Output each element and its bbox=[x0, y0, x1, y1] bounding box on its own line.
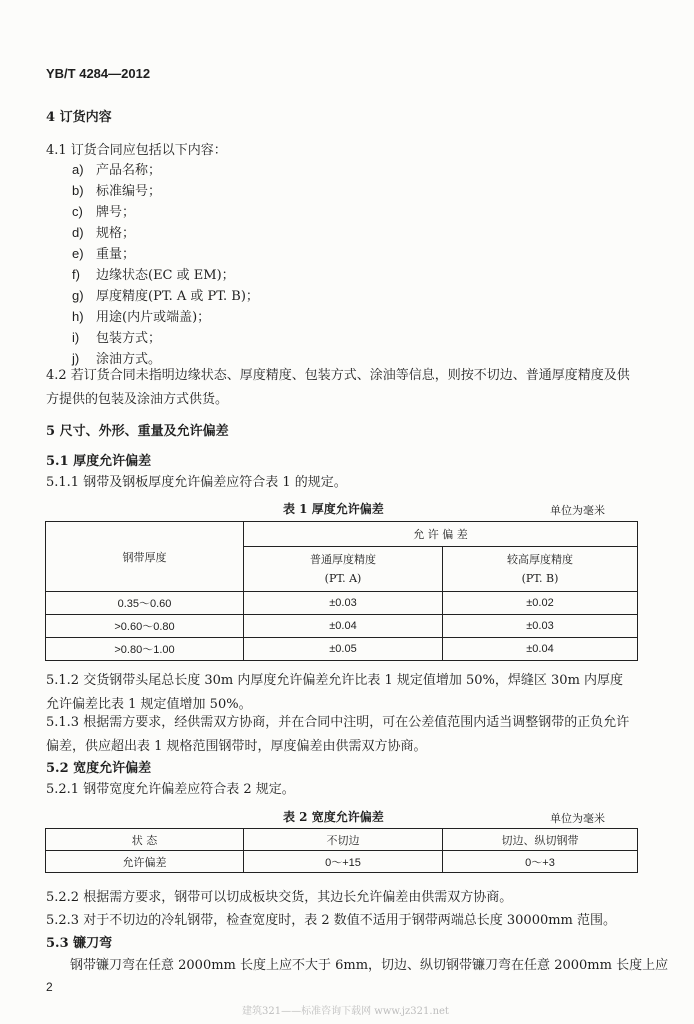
list-item bbox=[72, 180, 161, 199]
table-cell: ±0.04 bbox=[443, 638, 638, 661]
item-label: b) bbox=[72, 183, 84, 198]
table-cell: ±0.05 bbox=[244, 638, 443, 661]
table-header-cell bbox=[244, 547, 443, 592]
list-item bbox=[72, 243, 135, 262]
item-text: 用途(内片或端盖)； bbox=[96, 310, 211, 325]
item-text: 产品名称； bbox=[96, 163, 162, 178]
page-number: 2 bbox=[46, 980, 53, 994]
item-label: a) bbox=[72, 162, 84, 177]
item-label: j) bbox=[72, 351, 80, 366]
table-cell: ±0.04 bbox=[244, 615, 443, 638]
list-item bbox=[72, 264, 235, 283]
standard-number: YB/T 4284—2012 bbox=[46, 66, 151, 81]
table-cell: ±0.03 bbox=[443, 615, 638, 638]
clause-5-1-3: 5.1.3 根据需方要求，经供需双方协商，并在合同中注明，可在公差值范围内适当调整钢带的正负允许偏差，供应超出表 1 规格范围钢带时，厚度偏差由供需双方协商。 bbox=[46, 715, 630, 754]
header-line: 较高厚度精度 bbox=[507, 553, 573, 566]
clause-4-2: 4.2 若订货合同未指明边缘状态、厚度精度、包装方式、涂油等信息，则按不切边、普通厚度精度及供方提供的包装及涂油方式供货。 bbox=[46, 368, 630, 407]
section-5-heading: 5 尺寸、外形、重量及允许偏差 bbox=[46, 424, 229, 439]
section-5-2-heading: 5.2 宽度允许偏差 bbox=[46, 761, 152, 776]
section-4-heading: 4 订货内容 bbox=[46, 110, 112, 125]
item-label: c) bbox=[72, 204, 83, 219]
table-header-cell: 不切边 bbox=[244, 829, 443, 851]
watermark: 建筑321——标准咨询下载网 www.jz321.net bbox=[242, 1006, 449, 1017]
clause-5-1-2: 5.1.2 交货钢带头尾总长度 30m 内厚度允许偏差允许比表 1 规定值增加 50%，焊缝区 30m 内厚度允许偏差比表 1 规定值增加 50%。 bbox=[46, 673, 624, 712]
table-header-cell: 状 态 bbox=[46, 829, 244, 851]
item-text: 涂油方式。 bbox=[96, 352, 162, 367]
list-item bbox=[72, 306, 210, 325]
table-2 bbox=[45, 828, 638, 873]
item-text: 标准编号； bbox=[96, 184, 162, 199]
table-cell: ±0.03 bbox=[244, 592, 443, 615]
table-header-cell: 切边、纵切钢带 bbox=[443, 829, 638, 851]
section-5-1-heading: 5.1 厚度允许偏差 bbox=[46, 454, 152, 469]
table-cell: 0.35～0.60 bbox=[46, 592, 244, 615]
table-cell: 0～+15 bbox=[244, 851, 443, 873]
table-row bbox=[46, 851, 638, 873]
table-row bbox=[46, 592, 638, 615]
header-line: (PT. B) bbox=[521, 572, 559, 585]
list-item bbox=[72, 327, 161, 346]
table-1-unit: 单位为毫米 bbox=[550, 504, 605, 517]
item-label: e) bbox=[72, 246, 84, 261]
table-2-caption: 表 2 宽度允许偏差 bbox=[283, 810, 384, 824]
item-label: i) bbox=[72, 330, 80, 345]
clause-5-2-2: 5.2.2 根据需方要求，钢带可以切成板块交货，其边长允许偏差由供需双方协商。 bbox=[46, 890, 513, 905]
item-text: 重量； bbox=[96, 247, 136, 262]
item-label: h) bbox=[72, 309, 84, 324]
clause-5-2-3: 5.2.3 对于不切边的冷轧钢带，检查宽度时，表 2 数值不适用于钢带两端总长度 30000mm 范围。 bbox=[46, 913, 617, 928]
header-line: (PT. A) bbox=[324, 572, 362, 585]
item-label: d) bbox=[72, 225, 84, 240]
table-cell: 0～+3 bbox=[443, 851, 638, 873]
table-group-header: 允 许 偏 差 bbox=[244, 522, 638, 547]
item-text: 包装方式； bbox=[96, 331, 162, 346]
table-1-caption: 表 1 厚度允许偏差 bbox=[283, 502, 384, 516]
table-row bbox=[46, 638, 638, 661]
list-item bbox=[72, 201, 135, 220]
clause-4-1: 4.1 订货合同应包括以下内容： bbox=[46, 143, 227, 158]
table-1 bbox=[45, 521, 638, 661]
item-label: g) bbox=[72, 288, 84, 303]
table-header-cell: 钢带厚度 bbox=[46, 522, 244, 592]
item-text: 厚度精度(PT. A 或 PT. B)； bbox=[96, 289, 259, 304]
table-cell: >0.60～0.80 bbox=[46, 615, 244, 638]
clause-5-1-1: 5.1.1 钢带及钢板厚度允许偏差应符合表 1 的规定。 bbox=[46, 475, 347, 490]
clause-5-2-1: 5.2.1 钢带宽度允许偏差应符合表 2 规定。 bbox=[46, 782, 295, 797]
item-text: 边缘状态(EC 或 EM)； bbox=[96, 268, 235, 283]
table-row bbox=[46, 615, 638, 638]
table-2-unit: 单位为毫米 bbox=[550, 812, 605, 825]
table-cell: >0.80～1.00 bbox=[46, 638, 244, 661]
table-cell: ±0.02 bbox=[443, 592, 638, 615]
list-item bbox=[72, 285, 259, 304]
header-line: 普通厚度精度 bbox=[310, 553, 376, 566]
section-5-3-heading: 5.3 镰刀弯 bbox=[46, 936, 113, 951]
item-text: 规格； bbox=[96, 226, 136, 241]
table-cell: 允许偏差 bbox=[46, 851, 244, 873]
item-text: 牌号； bbox=[96, 205, 136, 220]
table-header-cell bbox=[443, 547, 638, 592]
clause-5-3-text: 钢带镰刀弯在任意 2000mm 长度上应不大于 6mm，切边、纵切钢带镰刀弯在任意 2000mm 长度上应 bbox=[70, 958, 669, 973]
item-label: f) bbox=[72, 267, 80, 282]
list-item bbox=[72, 159, 161, 178]
list-item bbox=[72, 222, 135, 241]
